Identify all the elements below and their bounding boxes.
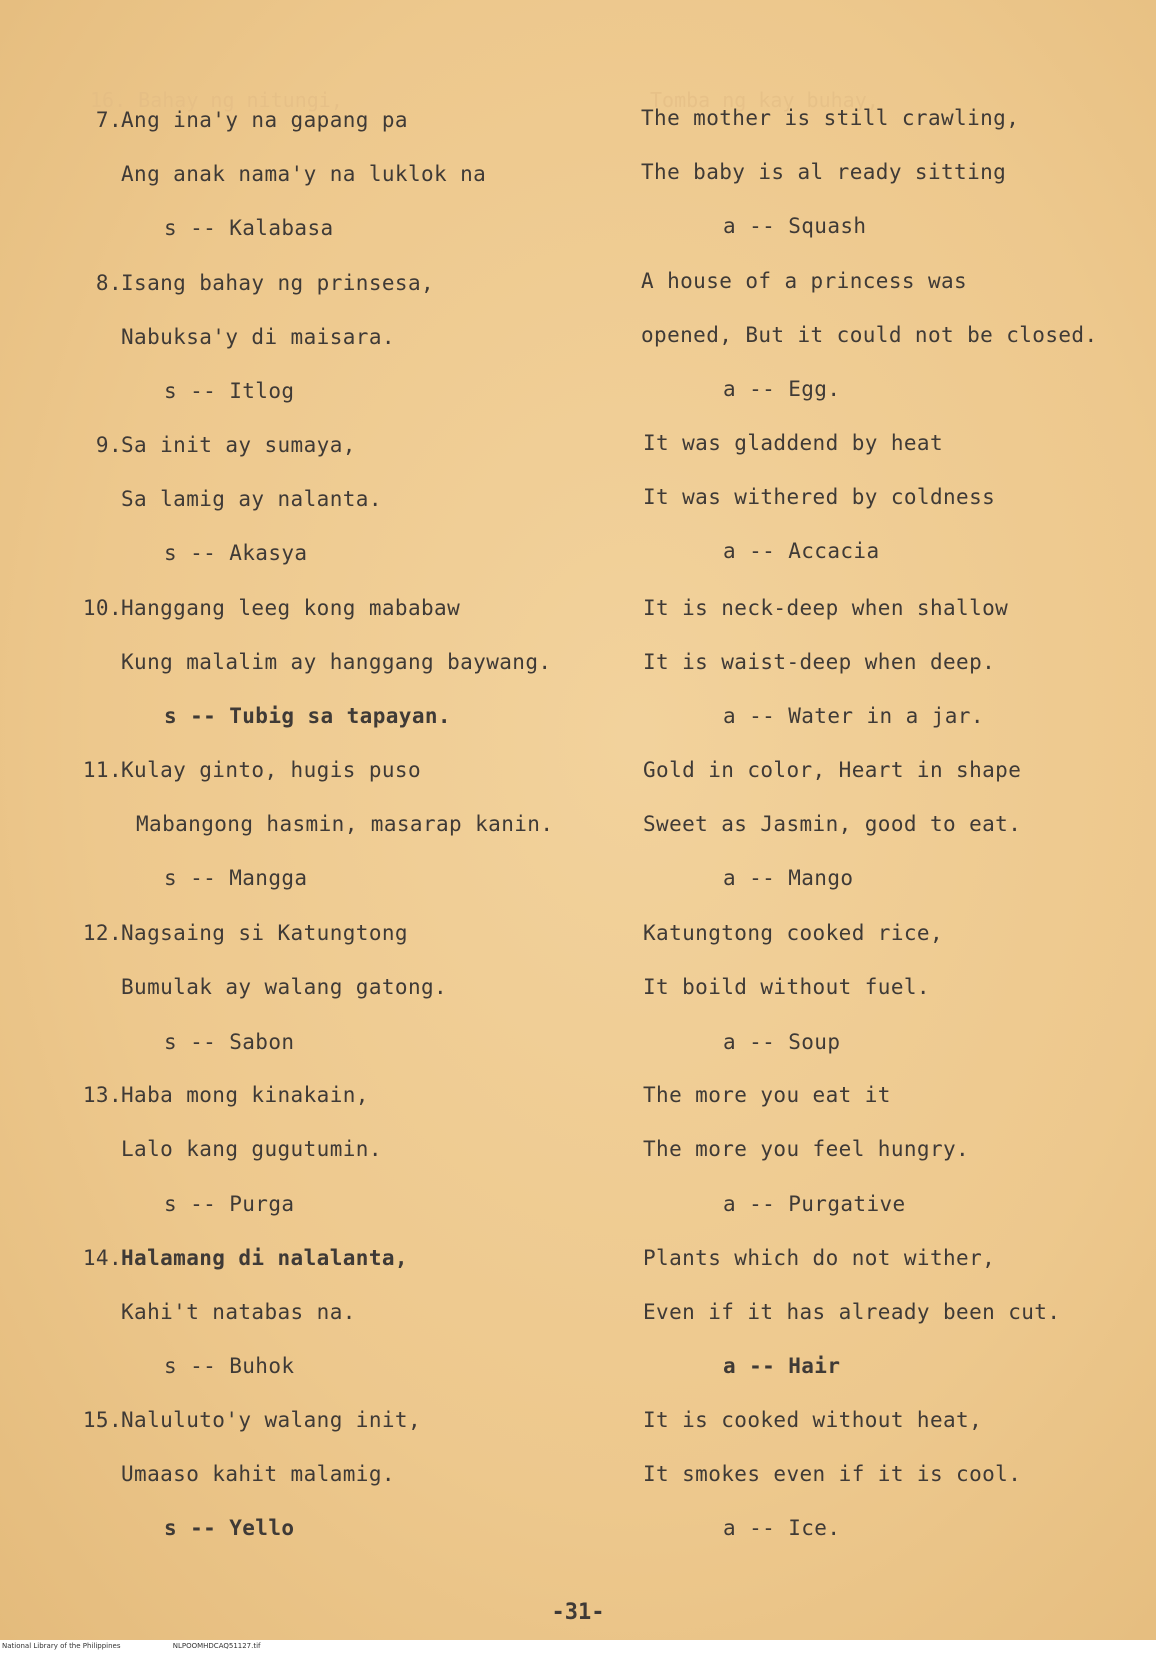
riddle-tagalog-line: Umaaso kahit malamig. — [121, 1462, 395, 1486]
riddle-english-line: A house of a princess was — [641, 269, 968, 293]
riddle-tagalog-line: Sa lamig ay nalanta. — [121, 487, 382, 511]
riddle-number: 12. — [82, 921, 122, 945]
archive-file-id: NLPOOMHDCAQ51127.tif — [172, 1642, 261, 1650]
riddle-answer-english: a -- Water in a jar. — [723, 704, 984, 728]
riddle-tagalog-line: Ang ina'y na gapang pa — [121, 108, 408, 132]
riddle-english-line: The baby is al ready sitting — [641, 160, 1007, 184]
riddle-english-line: It is cooked without heat, — [643, 1408, 983, 1432]
riddle-english-line: Even if it has already been cut. — [643, 1300, 1061, 1324]
riddle-answer-english: a -- Mango — [723, 866, 854, 890]
riddle-english-line: Gold in color, Heart in shape — [643, 758, 1022, 782]
riddle-tagalog-line: Ang anak nama'y na luklok na — [121, 162, 487, 186]
riddle-english-line: The mother is still crawling, — [641, 106, 1020, 130]
riddle-tagalog-line: Naluluto'y walang init, — [121, 1408, 421, 1432]
riddle-number: 9. — [95, 433, 122, 457]
riddle-tagalog-line: Haba mong kinakain, — [121, 1083, 369, 1107]
riddle-number: 13. — [82, 1083, 122, 1107]
riddle-tagalog-line: Kahi't natabas na. — [121, 1300, 356, 1324]
riddle-tagalog-line: Nabuksa'y di maisara. — [121, 325, 395, 349]
riddle-answer-tagalog: s -- Kalabasa — [164, 216, 334, 240]
riddle-tagalog-line: Hanggang leeg kong mababaw — [121, 596, 461, 620]
riddle-tagalog-line: Halamang di nalalanta, — [121, 1246, 408, 1270]
riddle-tagalog-line: Bumulak ay walang gatong. — [121, 975, 448, 999]
riddle-answer-tagalog: s -- Sabon — [164, 1030, 295, 1054]
riddle-english-line: It boild without fuel. — [643, 975, 930, 999]
riddle-english-line: opened, But it could not be closed. — [641, 323, 1098, 347]
riddle-answer-english: a -- Squash — [723, 214, 867, 238]
riddle-english-line: It smokes even if it is cool. — [643, 1462, 1022, 1486]
riddle-tagalog-line: Kulay ginto, hugis puso — [121, 758, 421, 782]
riddle-number: 15. — [82, 1408, 122, 1432]
riddle-answer-tagalog: s -- Itlog — [164, 379, 295, 403]
riddle-number: 14. — [82, 1246, 122, 1270]
riddle-answer-tagalog: s -- Buhok — [164, 1354, 295, 1378]
riddle-answer-tagalog: s -- Tubig sa tapayan. — [164, 704, 451, 728]
bleed-through-text: 16. Bahay ng nitungi, — [90, 88, 343, 112]
riddle-tagalog-line: Kung malalim ay hanggang baywang. — [121, 650, 552, 674]
page-number: -31- — [551, 1600, 605, 1625]
riddle-number: 8. — [95, 271, 122, 295]
riddle-answer-tagalog: s -- Mangga — [164, 866, 308, 890]
archive-institution: National Library of the Philippines — [2, 1642, 121, 1650]
riddle-number: 7. — [95, 108, 122, 132]
riddle-answer-tagalog: s -- Akasya — [164, 541, 308, 565]
riddle-answer-tagalog: s -- Yello — [164, 1516, 295, 1540]
bleed-through-text: Tomba ng kay buhay, — [650, 88, 879, 112]
riddle-answer-english: a -- Egg. — [723, 377, 841, 401]
riddle-answer-english: a -- Ice. — [723, 1516, 841, 1540]
riddle-english-line: Sweet as Jasmin, good to eat. — [643, 812, 1022, 836]
riddle-answer-tagalog: s -- Purga — [164, 1192, 295, 1216]
archive-footer — [0, 1640, 1156, 1658]
riddle-english-line: The more you eat it — [643, 1083, 891, 1107]
riddle-answer-english: a -- Soup — [723, 1030, 841, 1054]
riddle-english-line: Plants which do not wither, — [643, 1246, 996, 1270]
riddle-tagalog-line: Nagsaing si Katungtong — [121, 921, 408, 945]
riddle-english-line: Katungtong cooked rice, — [643, 921, 943, 945]
riddle-english-line: It was withered by coldness — [643, 485, 996, 509]
riddle-tagalog-line: Lalo kang gugutumin. — [121, 1137, 382, 1161]
riddle-tagalog-line: Sa init ay sumaya, — [121, 433, 356, 457]
riddle-english-line: It is waist-deep when deep. — [643, 650, 996, 674]
riddle-tagalog-line: Mabangong hasmin, masarap kanin. — [136, 812, 554, 836]
riddle-tagalog-line: Isang bahay ng prinsesa, — [121, 271, 435, 295]
riddle-number: 11. — [82, 758, 122, 782]
riddle-number: 10. — [82, 596, 122, 620]
riddle-answer-english: a -- Hair — [723, 1354, 841, 1378]
riddle-english-line: It is neck-deep when shallow — [643, 596, 1009, 620]
riddle-english-line: It was gladdend by heat — [643, 431, 943, 455]
riddle-answer-english: a -- Accacia — [723, 539, 880, 563]
riddle-answer-english: a -- Purgative — [723, 1192, 906, 1216]
riddle-english-line: The more you feel hungry. — [643, 1137, 970, 1161]
